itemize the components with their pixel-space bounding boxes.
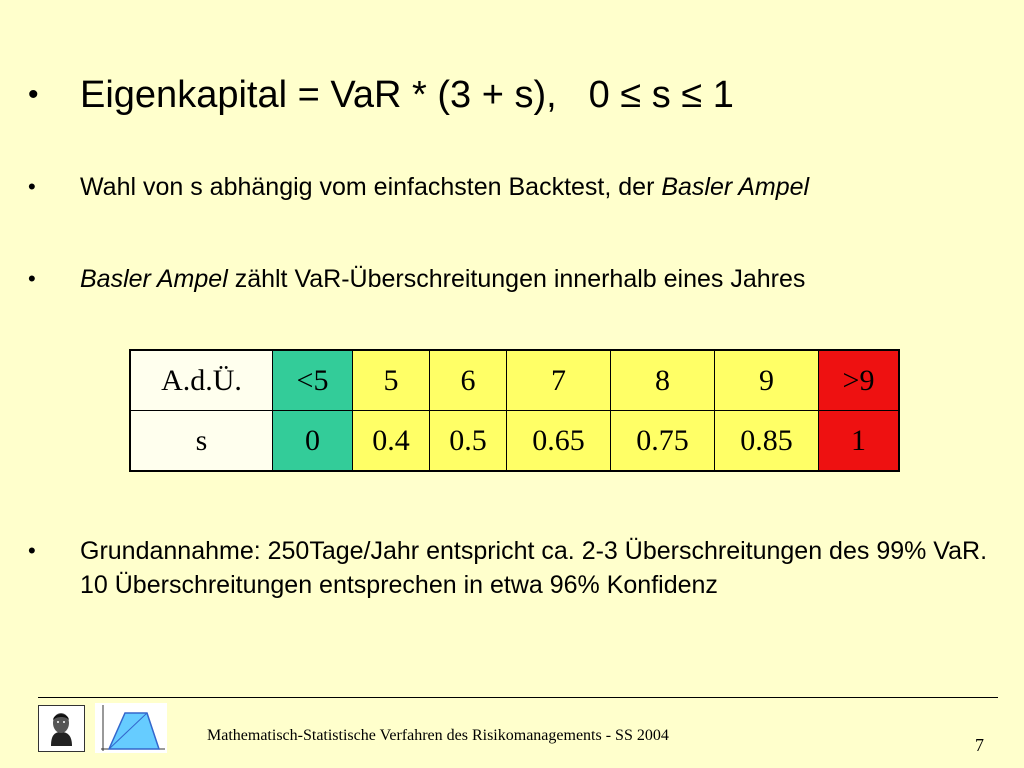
goethe-portrait-logo-icon bbox=[38, 705, 85, 752]
table-cell: 8 bbox=[611, 350, 715, 411]
trapezoid-graph-logo-icon bbox=[95, 703, 167, 753]
table-cell: 0.65 bbox=[507, 411, 611, 472]
page-number: 7 bbox=[975, 735, 984, 755]
bullet-marker: • bbox=[28, 174, 36, 199]
table-cell: 0 bbox=[273, 411, 353, 472]
table-cell: 5 bbox=[353, 350, 430, 411]
bullet-ampel bbox=[28, 262, 805, 296]
bullet-backtest bbox=[28, 170, 809, 204]
table-row-s bbox=[130, 411, 899, 472]
ampel-text: Basler Ampel zählt VaR-Überschreitungen innerhalb eines Jahres bbox=[80, 265, 806, 293]
table-cell: 7 bbox=[507, 350, 611, 411]
table-cell: 6 bbox=[430, 350, 507, 411]
formula-range: 0 ≤ s ≤ 1 bbox=[588, 74, 734, 116]
ampel-table bbox=[129, 349, 900, 472]
backtest-text: Wahl von s abhängig vom einfachsten Backtest, der Basler Ampel bbox=[80, 173, 810, 201]
bullet-marker: • bbox=[28, 266, 36, 291]
footer-title: Mathematisch-Statistische Verfahren des Risikomanagements - SS 2004 bbox=[207, 727, 669, 744]
table-cell: 0.75 bbox=[611, 411, 715, 472]
table-cell: A.d.Ü. bbox=[130, 350, 273, 411]
table-cell: 0.5 bbox=[430, 411, 507, 472]
bullet-assumption bbox=[28, 534, 1013, 602]
formula-text bbox=[80, 72, 734, 118]
footer-divider bbox=[38, 697, 998, 698]
bullet-marker: • bbox=[28, 78, 39, 111]
table-cell: >9 bbox=[819, 350, 900, 411]
table-cell: 0.85 bbox=[715, 411, 819, 472]
table-cell: s bbox=[130, 411, 273, 472]
table-row-exceedances bbox=[130, 350, 899, 411]
table-cell: 0.4 bbox=[353, 411, 430, 472]
assumption-text: Grundannahme: 250Tage/Jahr entspricht ca. 2-3 Überschreitungen des 99% VaR. 10 Überschreitungen entsprechen in etwa 96% Konfidenz bbox=[80, 537, 988, 599]
bullet-marker: • bbox=[28, 538, 36, 563]
table-cell: 1 bbox=[819, 411, 900, 472]
table-cell: 9 bbox=[715, 350, 819, 411]
formula-main: Eigenkapital = VaR * (3 + s), bbox=[80, 74, 557, 116]
table-cell: <5 bbox=[273, 350, 353, 411]
bullet-formula bbox=[28, 72, 734, 118]
